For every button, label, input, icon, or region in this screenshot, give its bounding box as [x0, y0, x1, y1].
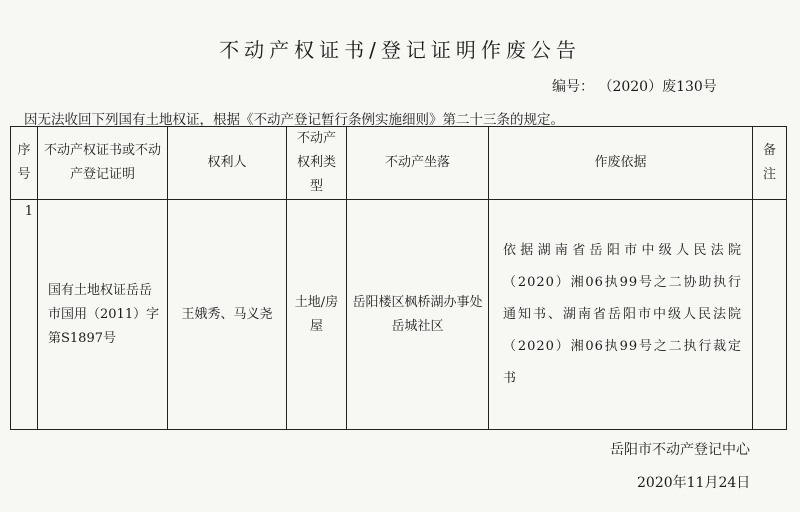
header-remark: 备注 [753, 127, 787, 200]
header-basis: 作废依据 [489, 127, 753, 200]
intro-paragraph: 因无法收回下列国有土地权证，根据《不动产登记暂行条例实施细则》第二十三条的规定。 [24, 112, 564, 128]
issue-date: 2020年11月24日 [637, 475, 751, 491]
header-location: 不动产坐落 [347, 127, 489, 200]
table-row [11, 200, 787, 430]
row-remark [753, 200, 787, 430]
row-right-type: 土地/房屋 [287, 200, 347, 430]
cancellation-table [10, 126, 787, 430]
row-certificate: 国有土地权证岳岳市国用（2011）字第S1897号 [38, 200, 168, 430]
header-right-type: 不动产权利类型 [287, 127, 347, 200]
header-right-holder: 权利人 [168, 127, 287, 200]
issuing-authority: 岳阳市不动产登记中心 [610, 442, 750, 458]
row-basis: 依据湖南省岳阳市中级人民法院（2020）湘06执99号之二协助执行通知书、湖南省岳阳市中级人民法院（2020）湘06执99号之二执行裁定书 [489, 200, 753, 430]
table-header-row [11, 127, 787, 200]
row-right-holder: 王娥秀、马义尧 [168, 200, 287, 430]
document-number: 编号： （2020）废130号 [552, 79, 717, 95]
header-certificate: 不动产权证书或不动产登记证明 [38, 127, 168, 200]
row-location: 岳阳楼区枫桥湖办事处岳城社区 [347, 200, 489, 430]
row-seq-cell [11, 200, 38, 430]
row-seq: 1 [24, 204, 33, 219]
notice-title: 不动产权证书/登记证明作废公告 [219, 38, 581, 62]
header-seq: 序号 [11, 127, 38, 200]
